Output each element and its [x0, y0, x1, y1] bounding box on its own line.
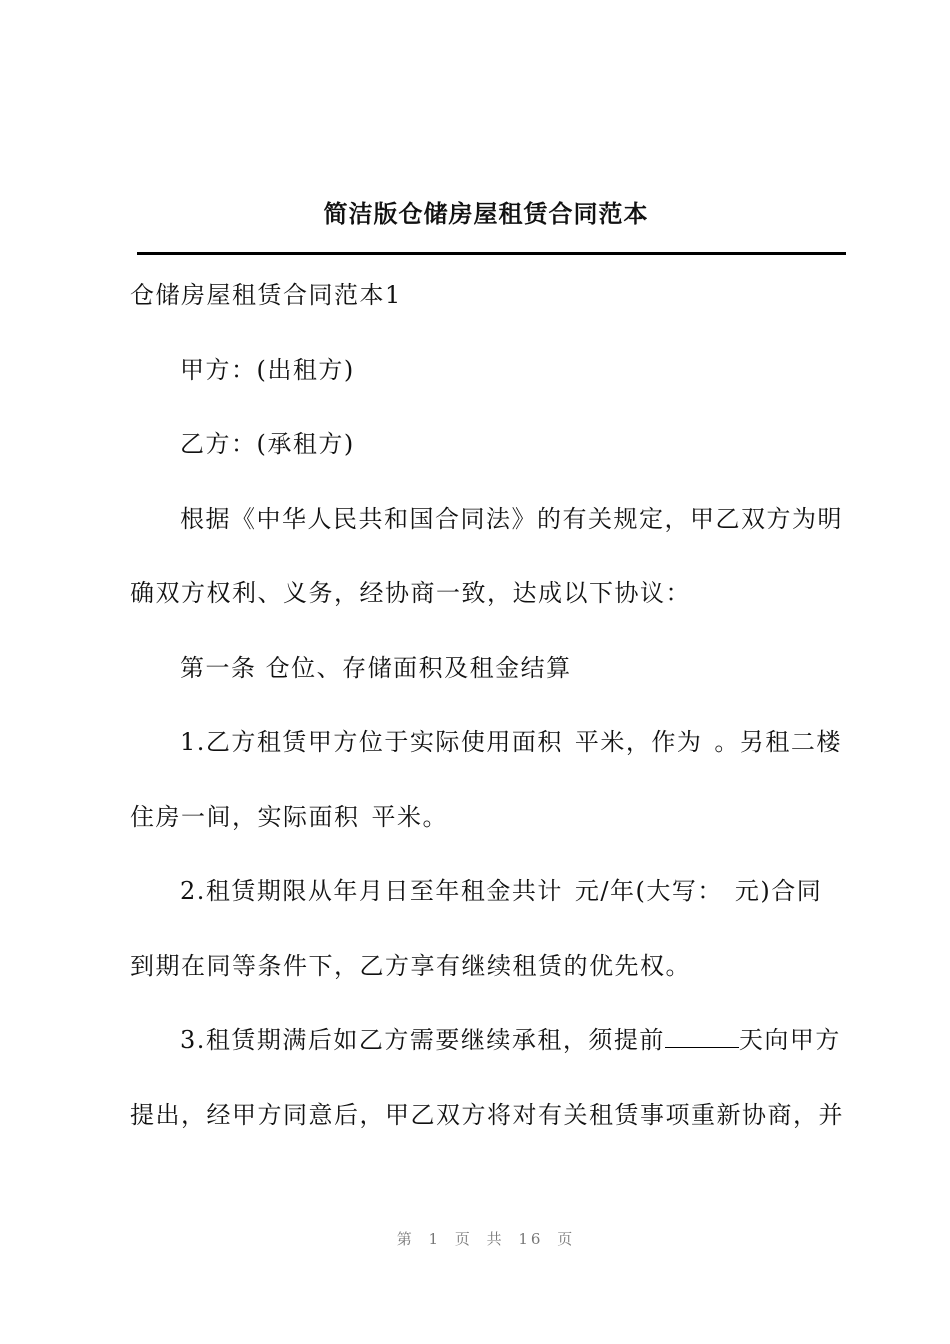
- intro-line-2: 确双方权利、义务，经协商一致，达成以下协议：: [130, 579, 691, 607]
- party-b-line: 乙方：(承租方): [180, 430, 355, 458]
- clause-1-text-d: 住房一间，实际面积: [130, 802, 360, 831]
- clause-1-text-e: 平米。: [371, 802, 448, 831]
- clause-3-line-2: 提出，经甲方同意后，甲乙双方将对有关租赁事项重新协商，并: [130, 1100, 844, 1129]
- page-title: 简洁版仓储房屋租赁合同范本: [323, 199, 649, 228]
- article-1-heading: 第一条 仓位、存储面积及租金结算: [180, 653, 572, 682]
- party-a-line: 甲方：(出租方): [180, 355, 355, 384]
- clause-3-line-1: [130, 1003, 850, 1078]
- title-rule: [137, 252, 846, 255]
- clause-2-line-1: [130, 854, 850, 929]
- clause-1-text-b: 平米，作为: [574, 728, 703, 756]
- page-footer: 第 1 页 共 16 页: [396, 1230, 576, 1248]
- clause-1-text-a: 1.乙方租赁甲方位于实际使用面积: [180, 728, 563, 756]
- clause-1-line-1: [130, 705, 850, 780]
- section-heading: 仓储房屋租赁合同范本1: [130, 281, 402, 309]
- clause-2-text-c: 元)合同: [734, 877, 823, 905]
- clause-1-text-c: 。另租二楼: [714, 728, 842, 756]
- document-body: [130, 258, 850, 1152]
- clause-2-line-2: 到期在同等条件下，乙方享有继续租赁的优先权。: [130, 951, 691, 980]
- clause-1-line-2: [130, 780, 850, 855]
- intro-line-1: 根据《中华人民共和国合同法》的有关规定，甲乙双方为明: [180, 504, 843, 533]
- clause-3-text-a: 3.租赁期满后如乙方需要继续承租，须提前: [180, 1026, 665, 1054]
- clause-3-text-b: 天向甲方: [738, 1026, 841, 1054]
- clause-2-text-b: 元/年(大写：: [574, 877, 723, 905]
- clause-3-blank: [665, 1025, 739, 1048]
- clause-2-text-a: 2.租赁期限从年月日至年租金共计: [180, 877, 563, 905]
